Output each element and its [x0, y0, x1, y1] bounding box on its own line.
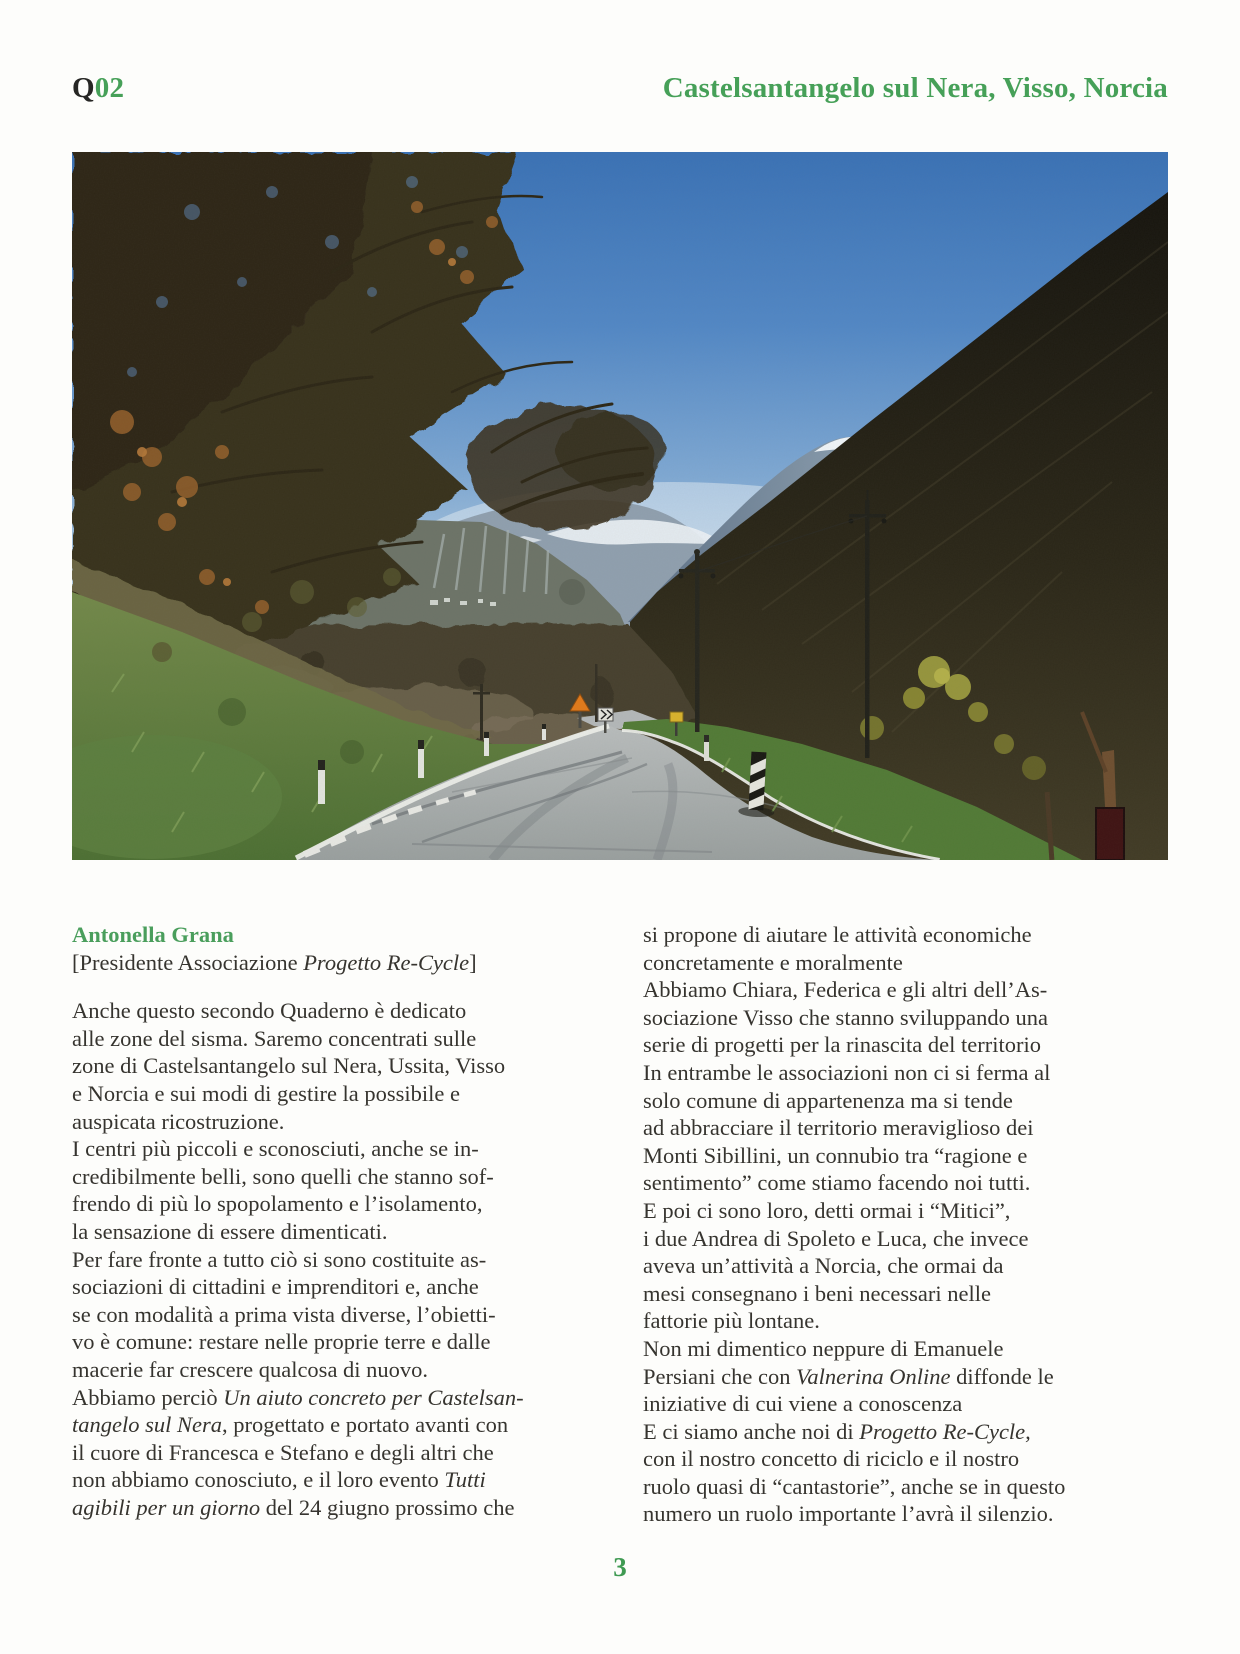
text-line: alle zone del sisma. Saremo concentrati sulle	[72, 1025, 477, 1051]
text-line: Non mi dimentico neppure di Emanuele	[643, 1335, 1004, 1361]
text-line: fattorie più lontane.	[643, 1308, 820, 1334]
text-line: Monti Sibillini, un connubio tra “ragione e	[643, 1142, 1028, 1168]
text-line: [Presidente Associazione Progetto Re-Cycle]	[72, 949, 477, 975]
article-body-right	[643, 921, 1188, 1528]
page-number: 3	[613, 1552, 627, 1582]
text-line: E ci siamo anche noi di Progetto Re-Cycle,	[643, 1418, 1031, 1444]
header-location-title: Castelsantangelo sul Nera, Visso, Norcia	[662, 72, 1168, 104]
text-line: frendo di più lo spopolamento e l’isolamento,	[72, 1191, 483, 1217]
text-line: serie di progetti per la rinascita del territorio	[643, 1032, 1041, 1058]
text-line: solo comune di appartenenza ma si tende	[643, 1087, 1013, 1113]
author-name: Antonella Grana	[72, 922, 234, 947]
text-line: credibilmente belli, sono quelli che stanno sof-	[72, 1163, 494, 1189]
text-line: Abbiamo perciò Un aiuto concreto per Castelsan-	[72, 1384, 524, 1410]
text-line: zone di Castelsantangelo sul Nera, Ussita, Visso	[72, 1053, 506, 1079]
issue-number: 02	[94, 72, 125, 104]
text-line: e Norcia e sui modi di gestire la possibile e	[72, 1080, 461, 1106]
issue-prefix: Q	[72, 72, 95, 104]
text-line: non abbiamo conosciuto, e il loro evento Tutti	[72, 1467, 486, 1493]
text-line: mesi consegnano i beni necessari nelle	[643, 1280, 992, 1306]
text-line: auspicata ricostruzione.	[72, 1108, 285, 1134]
text-line: la sensazione di essere dimenticati.	[72, 1218, 388, 1244]
text-line: se con modalità a prima vista diverse, l’obietti-	[72, 1301, 496, 1327]
landscape-photo-art	[72, 152, 1168, 860]
text-line: I centri più piccoli e sconosciuti, anche se in-	[72, 1136, 479, 1162]
text-line: vo è comune: restare nelle proprie terre e dalle	[72, 1329, 491, 1355]
text-line: In entrambe le associazioni non ci si ferma al	[643, 1059, 1051, 1085]
issue-code	[72, 72, 124, 105]
author-role	[72, 949, 617, 977]
text-line: Persiani che con Valnerina Online diffonde le	[643, 1363, 1054, 1389]
text-line: sociazione Visso che stanno sviluppando una	[643, 1004, 1049, 1030]
paragraph-gap	[72, 976, 617, 997]
text-line: concretamente e moralmente	[643, 949, 903, 975]
text-line: i due Andrea di Spoleto e Luca, che invece	[643, 1225, 1029, 1251]
text-line: sociazioni di cittadini e imprenditori e, anche	[72, 1274, 479, 1300]
text-line: agibili per un giorno del 24 giugno prossimo che	[72, 1494, 515, 1520]
valley-road-photo	[72, 152, 1168, 860]
text-line: numero un ruolo importante l’avrà il silenzio.	[643, 1501, 1054, 1527]
text-line: ad abbracciare il territorio meraviglioso dei	[643, 1115, 1034, 1141]
text-line: ruolo quasi di “cantastorie”, anche se in questo	[643, 1473, 1066, 1499]
photo-grain	[72, 152, 1168, 860]
text-line: il cuore di Francesca e Stefano e degli altri che	[72, 1439, 494, 1465]
text-line: E poi ci sono loro, detti ormai i “Mitici”,	[643, 1197, 1011, 1223]
article-column-right	[643, 921, 1188, 1528]
text-line: Abbiamo Chiara, Federica e gli altri dell’As-	[643, 977, 1048, 1003]
text-line: sentimento” come stiamo facendo noi tutti.	[643, 1170, 1031, 1196]
article-body-left	[72, 997, 617, 1521]
text-line: tangelo sul Nera, progettato e portato avanti con	[72, 1412, 509, 1438]
text-line: aveva un’attività a Norcia, che ormai da	[643, 1253, 1004, 1279]
text-line: Anche questo secondo Quaderno è dedicato	[72, 998, 467, 1024]
article-column-left	[72, 921, 617, 1521]
page-header	[72, 72, 1168, 105]
text-line: con il nostro concetto di riciclo e il nostro	[643, 1446, 1020, 1472]
text-line: Per fare fronte a tutto ciò si sono costituite as-	[72, 1246, 487, 1272]
text-line: iniziative di cui viene a conoscenza	[643, 1391, 963, 1417]
text-line: si propone di aiutare le attività economiche	[643, 922, 1032, 947]
text-line: macerie far crescere qualcosa di nuovo.	[72, 1356, 429, 1382]
